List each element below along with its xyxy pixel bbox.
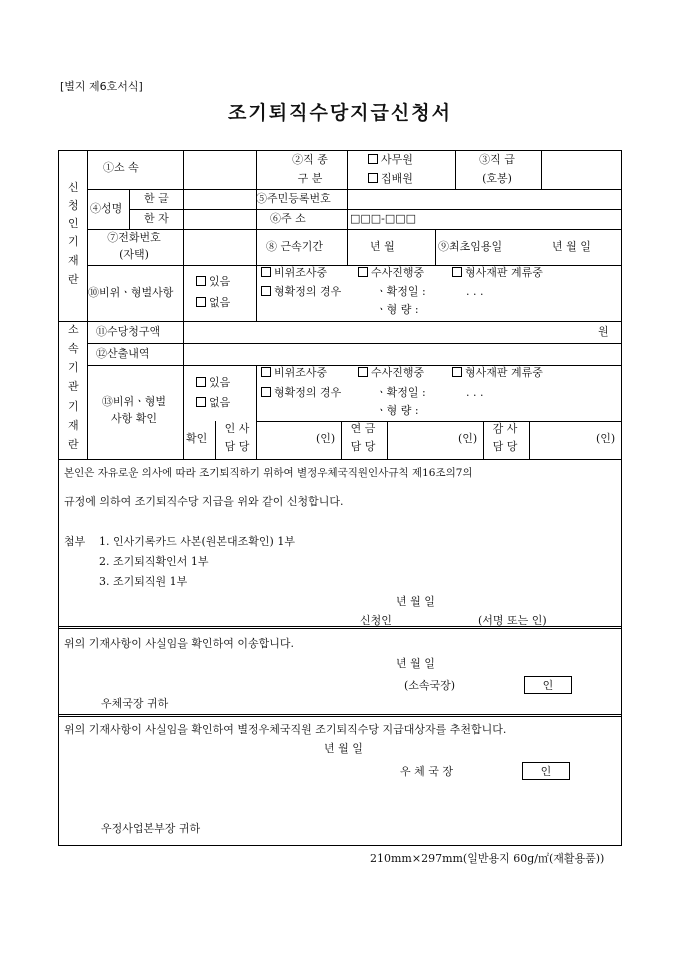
section-char: 관: [68, 380, 79, 393]
office-prosecution-option[interactable]: 수사진행중: [358, 366, 424, 380]
confirm-date-dots: . . .: [466, 285, 484, 298]
postal-code[interactable]: □□□-□□□: [350, 212, 417, 225]
section-char: 기: [68, 361, 79, 374]
resident-no-label: ⑤주민등록번호: [256, 192, 331, 205]
declaration-date: 년 월 일: [396, 595, 435, 608]
first-appointment-value: 년 월 일: [552, 240, 591, 253]
seal-box-2[interactable]: 인: [522, 762, 570, 780]
grid-line: [183, 151, 184, 321]
forward-date-1: 년 월 일: [396, 657, 435, 670]
section-char: 란: [68, 273, 79, 286]
forward-recipient-1: 우체국장 귀하: [101, 697, 169, 710]
service-period-label: ⑧ 근속기간: [266, 240, 324, 253]
address-label: ⑥주 소: [270, 212, 306, 225]
name-label: ④성명: [90, 202, 123, 215]
confirm-date-label: ㆍ확정일 :: [376, 285, 426, 298]
audit-seal[interactable]: (인): [596, 432, 616, 445]
forward-text-2: 위의 기재사항이 사실임을 확인하여 별정우체국직원 조기퇴직수당 지급대상자를 추천합니다.: [64, 723, 507, 736]
section-char: 소: [68, 323, 79, 336]
grid-line: [529, 421, 530, 459]
checkbox[interactable]: [261, 367, 271, 377]
attachment-1: 1. 인사기록카드 사본(원본대조확인) 1부: [99, 535, 295, 548]
checkbox[interactable]: [368, 173, 378, 183]
declaration-line-2: 규정에 의하여 조기퇴직수당 지급을 위와 같이 신청합니다.: [64, 495, 344, 508]
affiliation-label: ①소 속: [103, 161, 139, 174]
hr-officer-label-sub: 담 당: [224, 440, 250, 453]
grid-line: [256, 151, 257, 321]
section-char: 란: [68, 438, 79, 451]
misconduct-label: ⑩비위ㆍ형벌사항: [88, 286, 174, 299]
office-misconduct-label-sub: 사항 확인: [110, 412, 157, 425]
grid-line: [347, 151, 348, 265]
phone-label: ⑦전화번호: [107, 231, 161, 244]
grid-line: [59, 459, 621, 460]
grid-line: [387, 421, 388, 459]
sentence-confirmed-option[interactable]: 형확정의 경우: [261, 285, 341, 299]
office-confirm-date-dots: . . .: [466, 386, 484, 399]
confirm-label: 확인: [186, 432, 208, 445]
forward-date-2: 년 월 일: [324, 742, 363, 755]
trial-option[interactable]: 형사재판 계류중: [452, 266, 543, 280]
checkbox[interactable]: [452, 367, 462, 377]
pension-officer-label: 연 금: [350, 422, 376, 435]
first-appointment-label: ⑨최초임용일: [438, 240, 503, 253]
forward-sender-2: 우 체 국 장: [400, 765, 453, 778]
office-trial-option[interactable]: 형사재판 계류중: [452, 366, 543, 380]
office-misconduct-label: ⑬비위ㆍ형벌: [101, 395, 167, 408]
grid-line: [87, 189, 621, 190]
office-confirm-date-label: ㆍ확정일 :: [376, 386, 426, 399]
checkbox[interactable]: [358, 367, 368, 377]
job-type-label-sub: 구 분: [297, 172, 323, 185]
name-hangul-label: 한 글: [144, 192, 169, 205]
section-char: 속: [68, 342, 79, 355]
grade-label-sub: (호봉): [482, 172, 512, 185]
forward-text-1: 위의 기재사항이 사실임을 확인하여 이송합니다.: [64, 637, 295, 650]
attachment-label: 첨부: [64, 535, 86, 548]
office-yes-option[interactable]: 있음: [196, 376, 230, 390]
attachment-2: 2. 조기퇴직확인서 1부: [99, 555, 209, 568]
checkbox[interactable]: [261, 267, 271, 277]
job-mail-option[interactable]: 집배원: [368, 172, 413, 186]
prosecution-option[interactable]: 수사진행중: [358, 266, 424, 280]
applicant-signature[interactable]: (서명 또는 인): [478, 614, 547, 627]
section-char: 신: [68, 181, 79, 194]
hr-seal[interactable]: (인): [316, 432, 336, 445]
sentence-label: ㆍ형 량 :: [376, 303, 419, 316]
section-char: 재: [68, 419, 79, 432]
grade-label: ③직 급: [479, 153, 515, 166]
name-hanja-label: 한 자: [144, 212, 169, 225]
calc-details-label: ⑫산출내역: [96, 347, 150, 360]
paper-spec: 210mm×297mm(일반용지 60g/㎡(재활용품)): [370, 852, 605, 865]
grid-line: [256, 421, 621, 422]
office-sentence-label: ㆍ형 량 :: [376, 404, 419, 417]
grid-line: [435, 229, 436, 265]
grid-line: [129, 209, 621, 210]
section-char: 기: [68, 235, 79, 248]
seal-box-1[interactable]: 인: [524, 676, 572, 694]
grid-line: [59, 321, 621, 322]
forward-recipient-2: 우정사업본부장 귀하: [101, 822, 201, 835]
hr-officer-label: 인 사: [224, 422, 250, 435]
checkbox[interactable]: [358, 267, 368, 277]
form-number: [별지 제6호서식]: [60, 80, 143, 93]
job-office-option[interactable]: 사무원: [368, 153, 413, 167]
declaration-line-1: 본인은 자유로운 의사에 따라 조기퇴직하기 위하여 별정우체국직원인사규칙 제16조의7의: [64, 467, 473, 479]
investigation-option[interactable]: 비위조사중: [261, 266, 327, 280]
checkbox[interactable]: [452, 267, 462, 277]
checkbox[interactable]: [196, 276, 206, 286]
office-investigation-option[interactable]: 비위조사중: [261, 366, 327, 380]
checkbox[interactable]: [261, 286, 271, 296]
pension-officer-label-sub: 담 당: [350, 440, 376, 453]
section-char: 인: [68, 217, 79, 230]
grid-line: [183, 321, 184, 365]
claim-amount-label: ⑪수당청구액: [96, 325, 161, 338]
checkbox[interactable]: [196, 377, 206, 387]
grid-line: [541, 151, 542, 189]
phone-label-sub: (자택): [119, 248, 149, 261]
checkbox[interactable]: [196, 297, 206, 307]
misconduct-no-option[interactable]: 없음: [196, 296, 230, 310]
applicant-label: 신청인: [360, 614, 392, 627]
office-sentence-confirmed-option[interactable]: 형확정의 경우: [261, 386, 341, 400]
claim-amount-unit: 원: [598, 325, 609, 338]
job-type-label: ②직 종: [292, 153, 328, 166]
grid-line: [58, 628, 621, 629]
checkbox[interactable]: [196, 397, 206, 407]
audit-officer-label: 감 사: [492, 422, 518, 435]
misconduct-yes-option[interactable]: 있음: [196, 275, 230, 289]
grid-line: [87, 343, 621, 344]
section-char: 청: [68, 199, 79, 212]
checkbox[interactable]: [261, 387, 271, 397]
page-title: 조기퇴직수당지급신청서: [228, 102, 452, 124]
grid-line: [129, 189, 130, 229]
forward-sender-1: (소속국장): [404, 679, 456, 692]
pension-seal[interactable]: (인): [458, 432, 478, 445]
audit-officer-label-sub: 담 당: [492, 440, 518, 453]
grid-line: [59, 716, 621, 717]
grid-line: [87, 229, 621, 230]
grid-line: [183, 365, 184, 459]
section-char: 기: [68, 400, 79, 413]
service-period-value: 년 월: [370, 240, 395, 253]
section-char: 재: [68, 254, 79, 267]
grid-line: [58, 714, 621, 715]
checkbox[interactable]: [368, 154, 378, 164]
attachment-3: 3. 조기퇴직원 1부: [99, 575, 188, 588]
office-no-option[interactable]: 없음: [196, 396, 230, 410]
